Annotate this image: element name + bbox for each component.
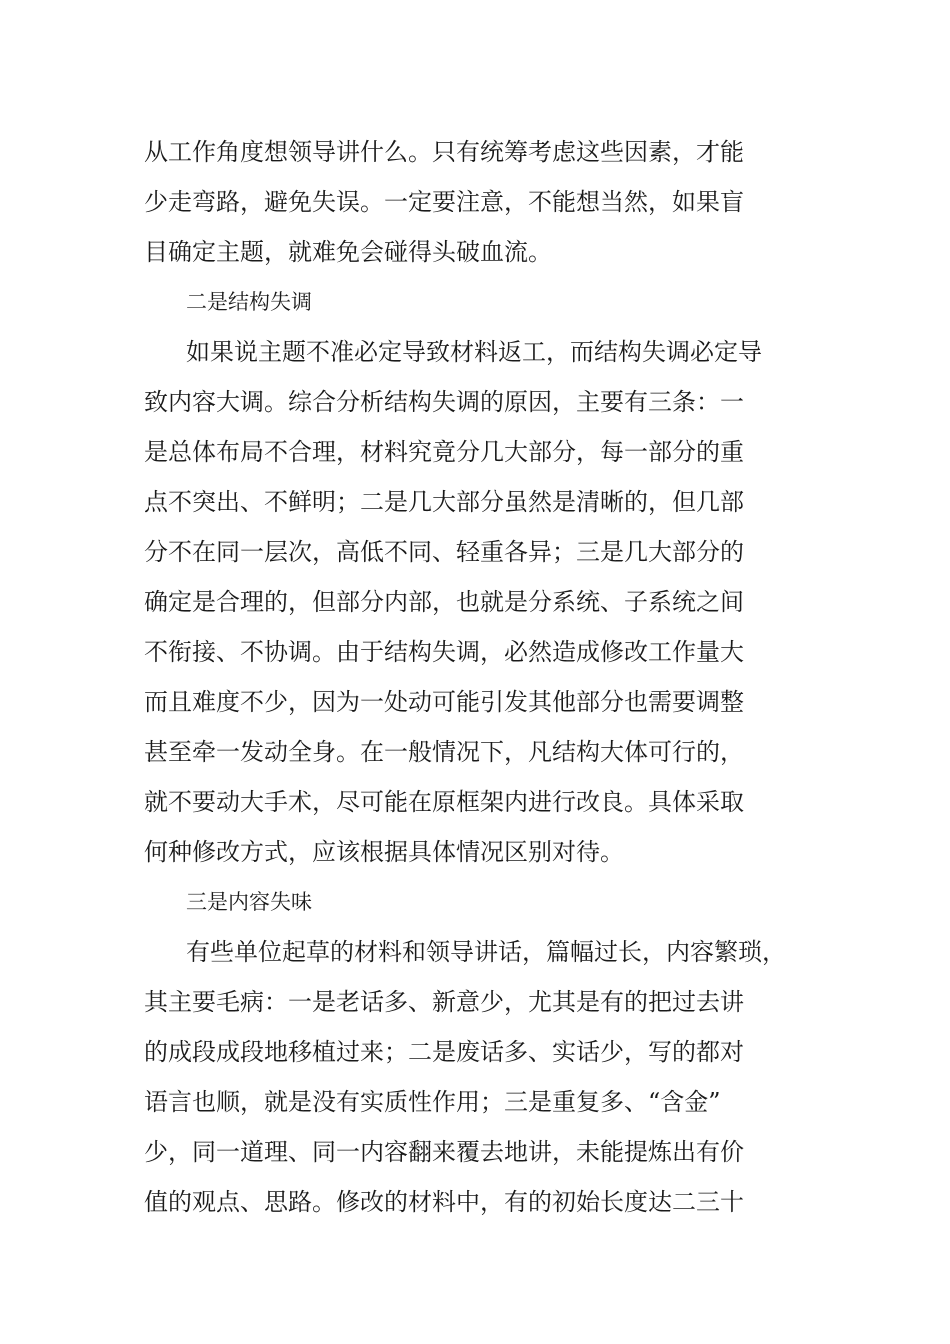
text-line: 如果说主题不准必定导致材料返工，而结构失调必定导 (186, 338, 762, 366)
section-heading: 三是内容失味 (186, 890, 312, 914)
text-line: 目确定主题，就难免会碰得头破血流。 (144, 238, 552, 266)
text-line: 而且难度不少，因为一处动可能引发其他部分也需要调整 (144, 688, 744, 716)
section-heading: 二是结构失调 (186, 290, 312, 314)
text-line: 其主要毛病：一是老话多、新意少，尤其是有的把过去讲 (144, 988, 744, 1016)
text-line: 是总体布局不合理，材料究竟分几大部分，每一部分的重 (144, 438, 744, 466)
text-line: 确定是合理的，但部分内部，也就是分系统、子系统之间 (144, 588, 744, 616)
text-line: 语言也顺，就是没有实质性作用；三是重复多、“含金” (144, 1088, 721, 1116)
text-line: 的成段成段地移植过来；二是废话多、实话少，写的都对 (144, 1038, 744, 1066)
text-line: 不衔接、不协调。由于结构失调，必然造成修改工作量大 (144, 638, 744, 666)
text-line: 就不要动大手术，尽可能在原框架内进行改良。具体采取 (144, 788, 744, 816)
text-line: 甚至牵一发动全身。在一般情况下，凡结构大体可行的， (144, 738, 744, 766)
text-line: 从工作角度想领导讲什么。只有统筹考虑这些因素，才能 (144, 138, 744, 166)
text-line: 少走弯路，避免失误。一定要注意，不能想当然，如果盲 (144, 188, 744, 216)
text-line: 致内容大调。综合分析结构失调的原因，主要有三条：一 (144, 388, 744, 416)
text-line: 分不在同一层次，高低不同、轻重各异；三是几大部分的 (144, 538, 744, 566)
text-line: 何种修改方式，应该根据具体情况区别对待。 (144, 838, 624, 866)
text-line: 少，同一道理、同一内容翻来覆去地讲，未能提炼出有价 (144, 1138, 744, 1166)
text-line: 有些单位起草的材料和领导讲话，篇幅过长，内容繁琐， (186, 938, 786, 966)
text-line: 点不突出、不鲜明；二是几大部分虽然是清晰的，但几部 (144, 488, 744, 516)
text-line: 值的观点、思路。修改的材料中，有的初始长度达二三十 (144, 1188, 744, 1216)
